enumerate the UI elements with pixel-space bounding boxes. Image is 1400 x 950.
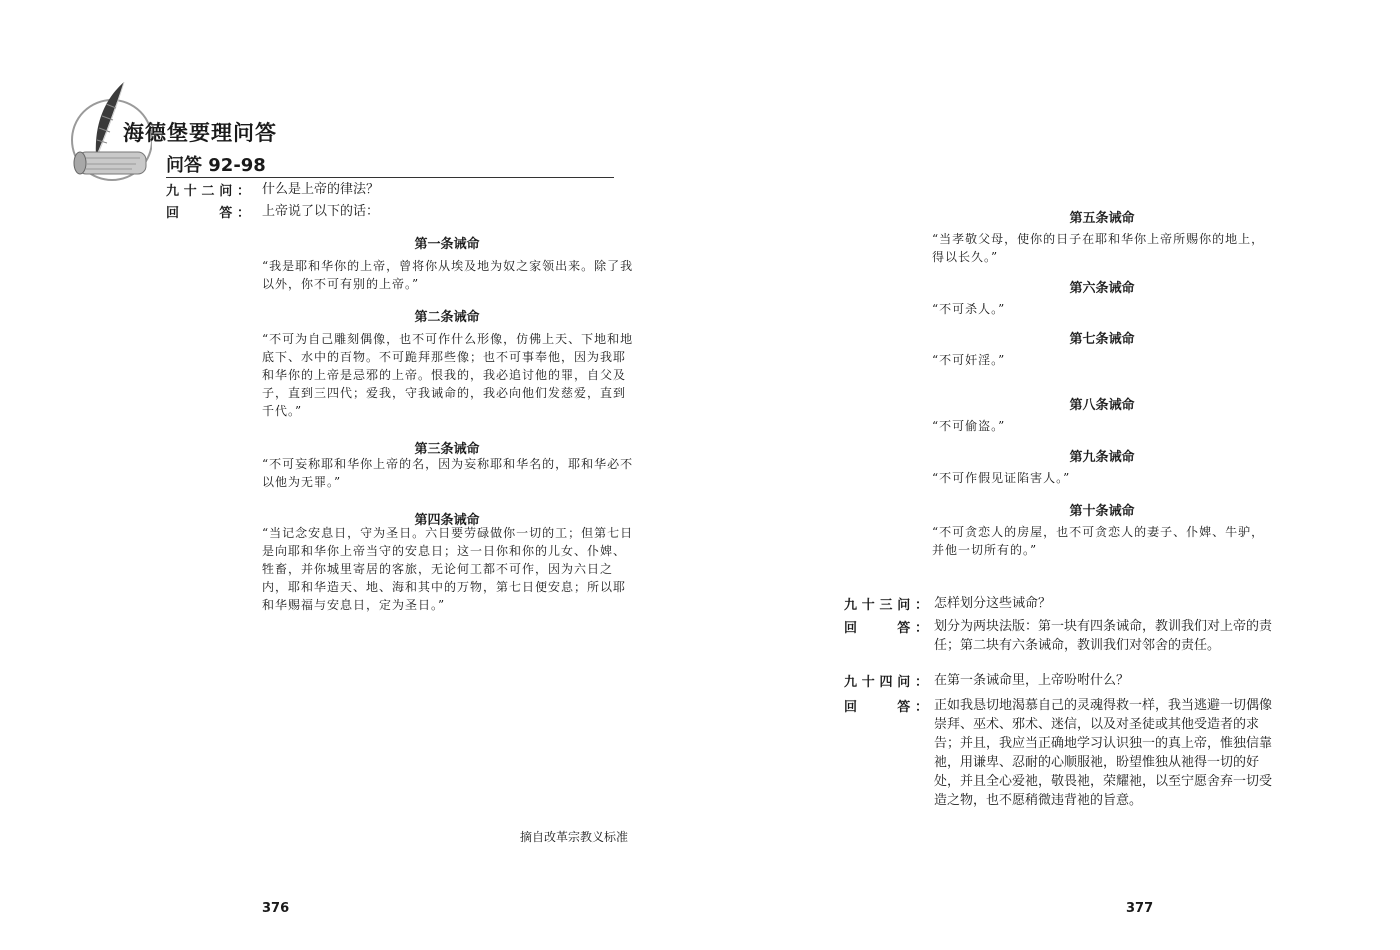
commandment-text: “不可妄称耶和华你上帝的名，因为妄称耶和华名的，耶和华必不以他为无罪。” bbox=[262, 457, 634, 489]
commandment-title: 第五条诫命 bbox=[1069, 211, 1135, 226]
commandment-text: “不可作假见证陷害人。” bbox=[932, 471, 1071, 485]
answer-text: 上帝说了以下的话： bbox=[262, 204, 380, 219]
question-text: 怎样划分这些诫命？ bbox=[934, 596, 1052, 611]
commandment-title: 第四条诫命 bbox=[414, 513, 480, 528]
commandment-title: 第一条诫命 bbox=[414, 237, 480, 252]
question-text: 什么是上帝的律法？ bbox=[262, 182, 380, 197]
page-number: 376 bbox=[262, 901, 290, 916]
commandment-text: “不可偷盗。” bbox=[932, 419, 1006, 433]
source-note: 摘自改革宗教义标准 bbox=[520, 830, 629, 844]
page-number: 377 bbox=[1126, 901, 1154, 916]
commandment-text: “不可杀人。” bbox=[932, 302, 1006, 316]
commandment-text: “我是耶和华你的上帝，曾将你从埃及地为奴之家领出来。除了我以外，你不可有别的上帝。” bbox=[262, 259, 634, 291]
commandment-text: “当孝敬父母，使你的日子在耶和华你上帝所赐你的地上，得以长久。” bbox=[932, 232, 1265, 264]
page-subtitle: 问答 92-98 bbox=[166, 155, 266, 176]
commandment-text: “不可为自己雕刻偶像，也不可作什么形像，仿佛上天、下地和地底下、水中的百物。不可跪拜那些像；也不可事奉他，因为我耶和华你的上帝是忌邪的上帝。恨我的，我必追讨他的罪，自父及子，直到三四代；爱我，守我诫命的，我必向他们发慈爱，直到千代。” bbox=[262, 332, 634, 418]
header-divider bbox=[166, 177, 614, 178]
page-title: 海德堡要理问答 bbox=[123, 121, 277, 145]
answer-label: 回 答： bbox=[844, 700, 928, 715]
answer-label: 回 答： bbox=[166, 206, 250, 221]
commandment-title: 第十条诫命 bbox=[1069, 504, 1135, 519]
question-label: 九十四问： bbox=[844, 675, 928, 690]
commandment-text: “当记念安息日，守为圣日。六日要劳碌做你一切的工；但第七日是向耶和华你上帝当守的安息日；这一日你和你的儿女、仆婢、牲畜，并你城里寄居的客旅，无论何工都不可作，因为六日之内，耶和华造天、地、海和其中的万物，第七日便安息；所以耶和华赐福与安息日，定为圣日。” bbox=[262, 526, 634, 612]
commandment-title: 第六条诫命 bbox=[1069, 281, 1135, 296]
commandment-text: “不可贪恋人的房屋，也不可贪恋人的妻子、仆婢、牛驴，并他一切所有的。” bbox=[932, 525, 1265, 557]
commandment-title: 第三条诫命 bbox=[414, 442, 480, 457]
answer-text: 正如我恳切地渴慕自己的灵魂得救一样，我当逃避一切偶像崇拜、巫术、邪术、迷信，以及对圣徒或其他受造者的求告；并且，我应当正确地学习认识独一的真上帝，惟独信靠祂，用谦卑、忍耐的心顺服祂，盼望惟独从祂得一切的好处，并且全心爱祂，敬畏祂，荣耀祂，以至宁愿舍弃一切受造之物，也不愿稍微违背祂的旨意。 bbox=[934, 698, 1273, 808]
answer-label: 回 答： bbox=[844, 621, 928, 636]
commandment-title: 第二条诫命 bbox=[414, 310, 480, 325]
commandment-title: 第八条诫命 bbox=[1069, 398, 1135, 413]
question-text: 在第一条诫命里，上帝吩咐什么？ bbox=[934, 673, 1130, 688]
right-page bbox=[700, 0, 1400, 950]
answer-text: 划分为两块法版：第一块有四条诫命，教训我们对上帝的责任；第二块有六条诫命，教训我们对邻舍的责任。 bbox=[934, 619, 1273, 653]
commandment-title: 第九条诫命 bbox=[1069, 450, 1135, 465]
question-label: 九十二问： bbox=[166, 184, 250, 199]
commandment-text: “不可奸淫。” bbox=[932, 353, 1006, 367]
commandment-title: 第七条诫命 bbox=[1069, 332, 1135, 347]
question-label: 九十三问： bbox=[844, 598, 928, 613]
